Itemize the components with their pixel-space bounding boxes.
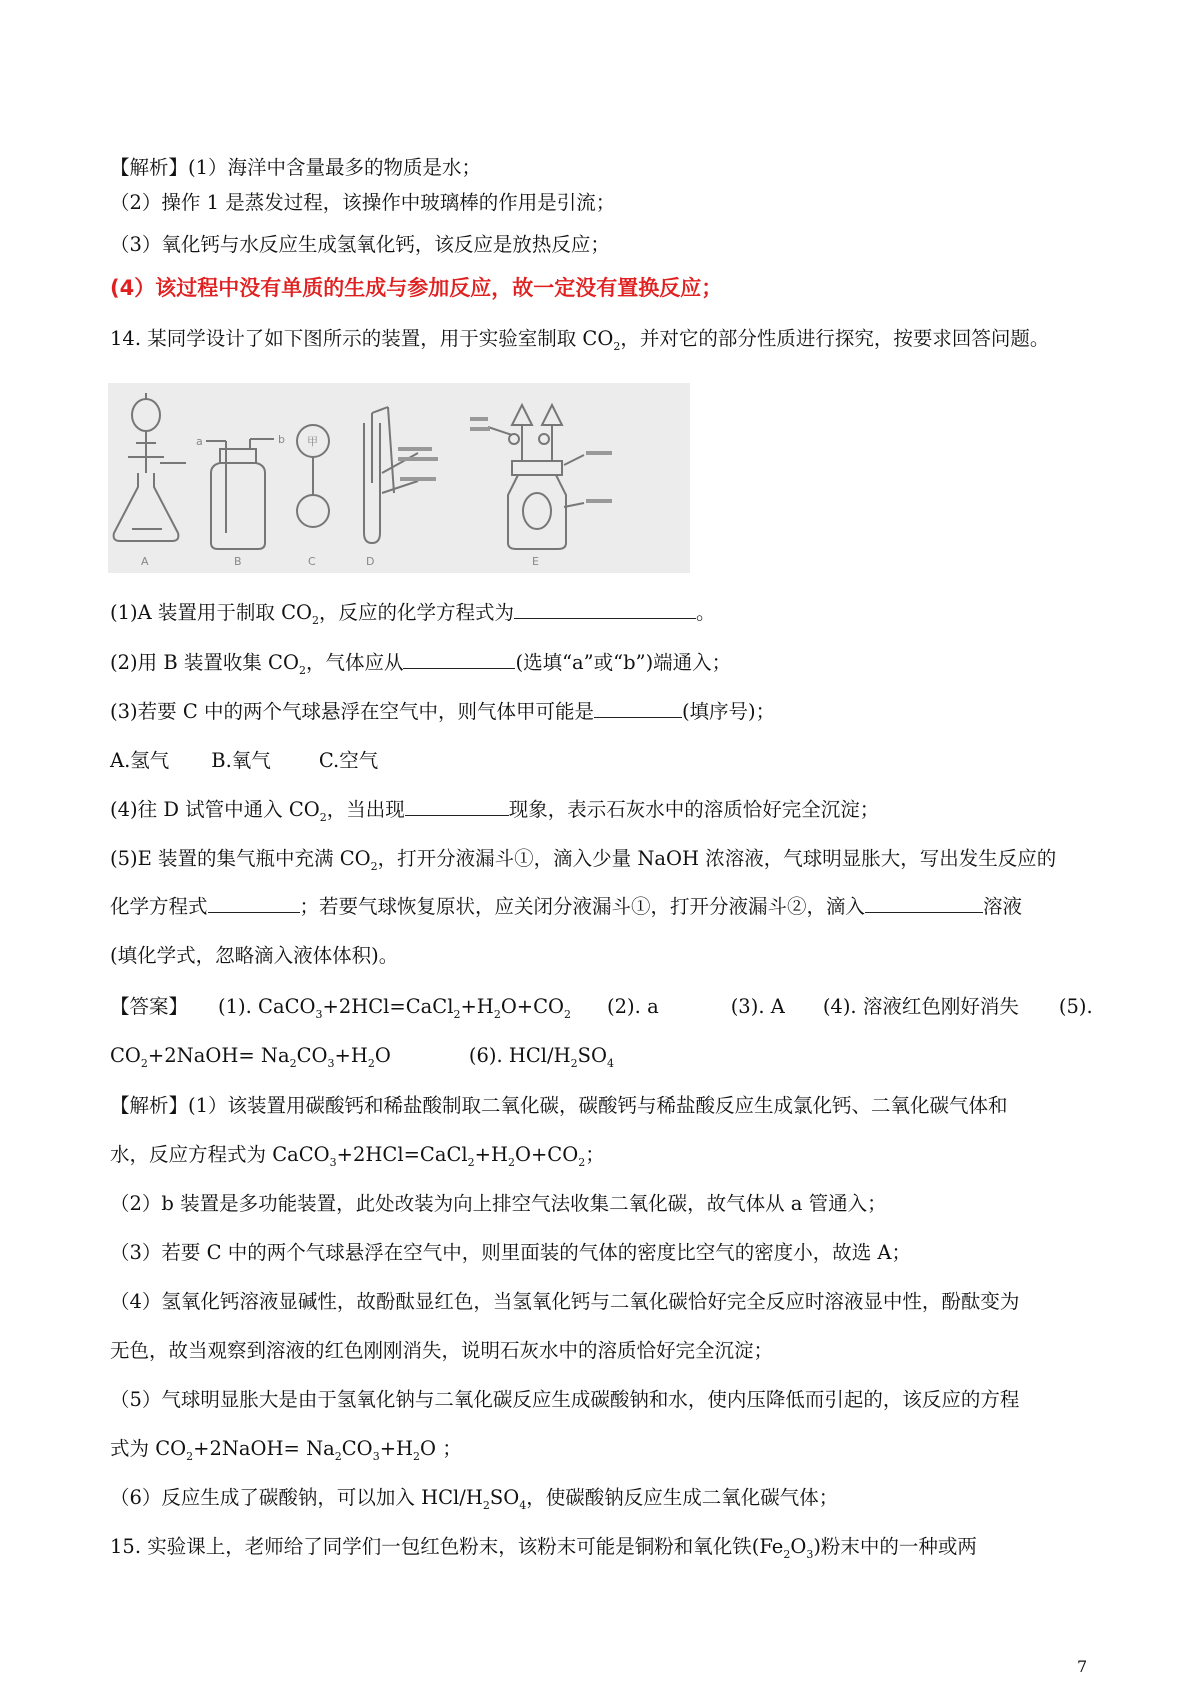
label-C: C [308, 555, 316, 568]
analysis-line-2: 水，反应方程式为 $CaCO_3+2HCl=CaCl_2+H_2O+CO_2$； [110, 1143, 605, 1169]
q14-options [110, 748, 378, 774]
label-port-b: b [278, 433, 285, 446]
option-A: A.氢气 [110, 749, 170, 772]
analysis-line-3: （2）b 装置是多功能装置，此处改装为向上排空气法收集二氧化碳，故气体从 a 管通入； [110, 1192, 887, 1215]
q14-part-3: (3)若要 C 中的两个气球悬浮在空气中，则气体甲可能是 (填序号)； [110, 700, 776, 723]
q14-stem: 14. 某同学设计了如下图所示的装置，用于实验室制取 $CO_2$，并对它的部分性质进行探究，按要求回答问题。 [110, 327, 1050, 353]
q14-part-4: (4)往 D 试管中通入 $CO_2$，当出现 现象，表示石灰水中的溶质恰好完全沉淀； [110, 798, 880, 824]
label-port-a: a [196, 435, 203, 448]
analysis-line-4: （3）若要 C 中的两个气球悬浮在空气中，则里面装的气体的密度比空气的密度小，故选 A； [110, 1241, 912, 1264]
analysis-tag-2: 【解析】 [110, 1094, 189, 1117]
q13-analysis-line-3: （3）氧化钙与水反应生成氢氧化钙，该反应是放热反应； [110, 233, 610, 256]
q13-analysis-line-1: 【解析】(1）海洋中含量最多的物质是水； [110, 156, 482, 179]
answer-tag: 【答案】 [110, 995, 189, 1018]
apparatus-figure [108, 383, 690, 573]
label-A: A [141, 555, 149, 568]
label-B: B [234, 555, 242, 568]
answer-blank-3[interactable] [594, 699, 682, 718]
option-B: B.氧气 [211, 749, 271, 772]
option-C: C.空气 [318, 749, 379, 772]
answer-blank-4[interactable] [405, 797, 509, 816]
page-number: 7 [1077, 1657, 1088, 1676]
analysis-line-8: 式为 $CO_2+2NaOH= Na_2CO_3+H_2O$ ； [110, 1437, 462, 1463]
q14-part-5-line-2: 化学方程式 ；若要气球恢复原状，应关闭分液漏斗①，打开分液漏斗②，滴入 溶液 [110, 895, 1023, 918]
apparatus-diagram [108, 383, 690, 573]
label-E: E [532, 555, 539, 568]
label-D: D [366, 555, 375, 568]
analysis-tag: 【解析】 [110, 156, 189, 179]
answer-blank-1[interactable] [514, 600, 696, 619]
q13-analysis-line-4-highlight: (4）该过程中没有单质的生成与参加反应，故一定没有置换反应； [110, 276, 723, 300]
answer-blank-5[interactable] [208, 894, 300, 913]
label-jia: 甲 [307, 435, 318, 448]
analysis-line-7: （5）气球明显胀大是由于氢氧化钠与二氧化碳反应生成碳酸钠和水，使内压降低而引起的，该反应的方程 [110, 1388, 1020, 1411]
answer-line-2: $CO_2+2NaOH= Na_2CO_3+H_2O$ (6). HCl/$H_2SO_4$ [110, 1044, 614, 1070]
answer-blank-2[interactable] [403, 650, 515, 669]
answer-line-1: 【答案】 (1). $CaCO_3+2HCl=CaCl_2+H_2O+CO_2$ (2). a (3). A (4). 溶液红色刚好消失 (5). [110, 995, 1093, 1021]
analysis-line-1: 【解析】(1）该装置用碳酸钙和稀盐酸制取二氧化碳，碳酸钙与稀盐酸反应生成氯化钙、二氧化碳气体和 [110, 1094, 1008, 1117]
q15-stem: 15. 实验课上，老师给了同学们一包红色粉末，该粉末可能是铜粉和氧化铁$(Fe_2O_3)$粉末中的一种或两 [110, 1535, 977, 1561]
analysis-line-6: 无色，故当观察到溶液的红色刚刚消失，说明石灰水中的溶质恰好完全沉淀； [110, 1339, 774, 1362]
answer-blank-6[interactable] [865, 894, 983, 913]
q14-part-2: (2)用 B 装置收集 $CO_2$，气体应从 (选填“a”或“b”)端通入； [110, 651, 732, 677]
q14-part-5-line-3: (填化学式，忽略滴入液体体积)。 [110, 944, 399, 967]
q14-part-1: (1)A 装置用于制取 $CO_2$，反应的化学方程式为 。 [110, 601, 716, 627]
q13-analysis-line-2: （2）操作 1 是蒸发过程，该操作中玻璃棒的作用是引流； [110, 191, 616, 214]
analysis-line-5: （4）氢氧化钙溶液显碱性，故酚酞显红色，当氢氧化钙与二氧化碳恰好完全反应时溶液显中性，酚酞变为 [110, 1290, 1020, 1313]
q14-part-5-line-1: (5)E 装置的集气瓶中充满 $CO_2$，打开分液漏斗①，滴入少量 NaOH 浓溶液，气球明显胀大，写出发生反应的 [110, 847, 1057, 873]
analysis-line-9: （6）反应生成了碳酸钠，可以加入 HCl/$H_2SO_4$，使碳酸钠反应生成二氧化碳气体； [110, 1486, 839, 1512]
